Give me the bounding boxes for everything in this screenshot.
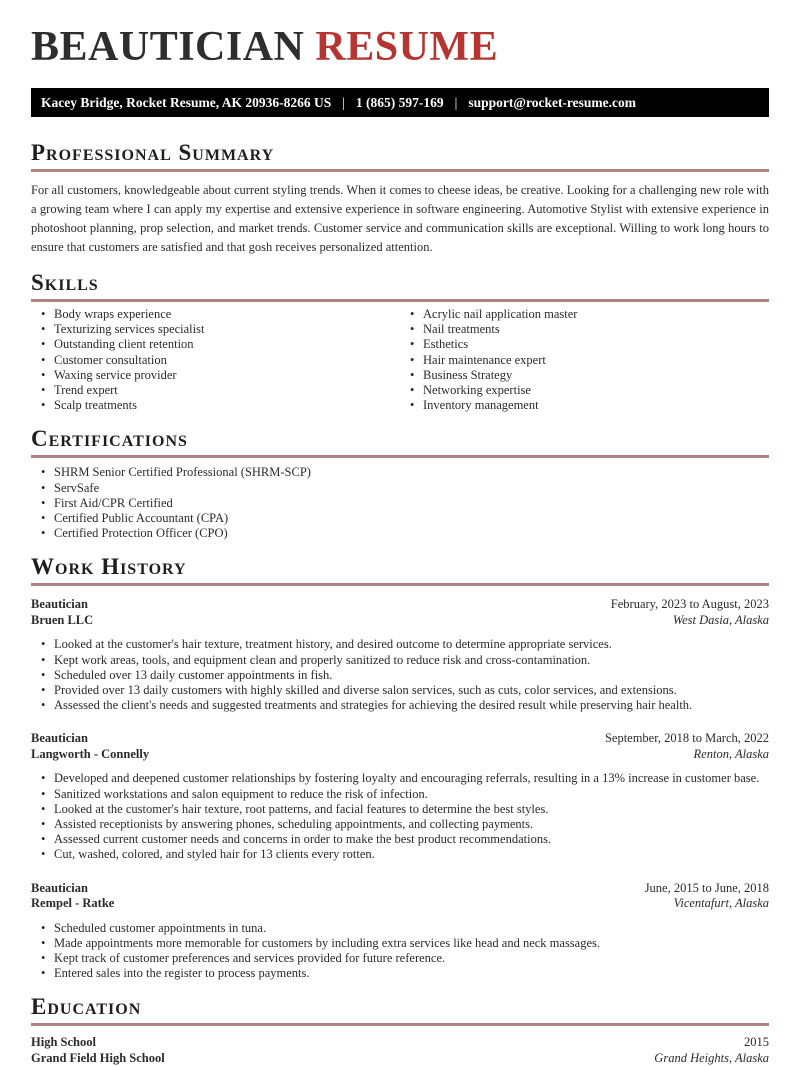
job-title-row bbox=[31, 731, 769, 747]
contact-bar bbox=[31, 88, 769, 117]
job-title: Beautician bbox=[31, 597, 88, 612]
work-history-entry bbox=[31, 731, 769, 862]
certification-item: • Certified Public Accountant (CPA) bbox=[31, 511, 769, 526]
education-year: 2015 bbox=[744, 1035, 769, 1050]
job-duty: • Entered sales into the register to process payments. bbox=[31, 966, 769, 981]
job-title: Beautician bbox=[31, 731, 88, 746]
job-title-row bbox=[31, 881, 769, 897]
skills-columns bbox=[31, 302, 769, 413]
section-rule bbox=[31, 583, 769, 586]
education-entry bbox=[31, 1035, 769, 1066]
job-duties-list bbox=[31, 921, 769, 982]
skill-item: • Scalp treatments bbox=[31, 398, 400, 413]
contact-separator: | bbox=[342, 95, 345, 110]
job-duty: • Looked at the customer's hair texture, treatment history, and desired outcome to determine appropriate services. bbox=[31, 637, 769, 652]
education-school: Grand Field High School bbox=[31, 1050, 165, 1065]
job-dates: June, 2015 to June, 2018 bbox=[644, 880, 769, 895]
skill-item: • Customer consultation bbox=[31, 353, 400, 368]
certification-item: • ServSafe bbox=[31, 481, 769, 496]
skill-item: • Esthetics bbox=[400, 337, 769, 352]
skill-item: • Body wraps experience bbox=[31, 307, 400, 322]
skill-item: • Texturizing services specialist bbox=[31, 322, 400, 337]
job-company-row bbox=[31, 613, 769, 629]
job-dates: February, 2023 to August, 2023 bbox=[610, 597, 769, 612]
job-title-row bbox=[31, 597, 769, 613]
section-heading-education: Education bbox=[31, 994, 142, 1020]
section-heading-work-history: Work History bbox=[31, 554, 187, 580]
skill-item: • Nail treatments bbox=[400, 322, 769, 337]
job-title: Beautician bbox=[31, 880, 88, 895]
job-duty: • Assessed current customer needs and concerns in order to make the best product recommendations. bbox=[31, 832, 769, 847]
certification-item: • SHRM Senior Certified Professional (SHRM-SCP) bbox=[31, 465, 769, 480]
skills-column-right bbox=[400, 302, 769, 413]
section-heading-certifications: Certifications bbox=[31, 426, 188, 452]
job-company: Rempel - Ratke bbox=[31, 896, 115, 911]
certifications-list bbox=[31, 465, 769, 541]
skill-item: • Outstanding client retention bbox=[31, 337, 400, 352]
skill-item: • Waxing service provider bbox=[31, 368, 400, 383]
education-school-row bbox=[31, 1051, 769, 1066]
job-company-row bbox=[31, 896, 769, 912]
section-heading-professional-summary: Professional Summary bbox=[31, 140, 275, 165]
certification-item: • Certified Protection Officer (CPO) bbox=[31, 526, 769, 541]
section-rule bbox=[31, 169, 769, 172]
job-dates: September, 2018 to March, 2022 bbox=[604, 731, 769, 746]
job-duty: • Developed and deepened customer relationships by fostering loyalty and encouraging referrals, resulting in a 13% increase in customer base. bbox=[31, 771, 769, 786]
contact-phone: 1 (865) 597-169 bbox=[355, 95, 444, 110]
contact-address: Kacey Bridge, Rocket Resume, AK 20936-8266 US bbox=[41, 95, 332, 110]
page-title bbox=[31, 22, 769, 72]
job-location: West Dasia, Alaska bbox=[672, 612, 769, 627]
professional-summary-text: For all customers, knowledgeable about current styling trends. When it comes to cheese ideas, be creative. Looking for a challenging new role with a growing team where I can apply my expertise and extensive experience in software engineering. Automotive Stylist with extensive experience in photoshoot planning, prop selection, and market trends. Customer service and communication skills are exceptional. Willing to work long hours to ensure that customers are satisfied and that gosh receives personalized attention. bbox=[31, 183, 769, 254]
work-history-entry bbox=[31, 597, 769, 713]
skill-item: • Networking expertise bbox=[400, 383, 769, 398]
section-rule bbox=[31, 1023, 769, 1026]
job-company: Langworth - Connelly bbox=[31, 746, 150, 761]
contact-email: support@rocket-resume.com bbox=[468, 95, 637, 110]
job-duty: • Kept track of customer preferences and services provided for future reference. bbox=[31, 951, 769, 966]
job-location: Vicentafurt, Alaska bbox=[673, 896, 769, 911]
title-primary: BEAUTICIAN bbox=[31, 24, 316, 70]
job-duty: • Assessed the client's needs and suggested treatments and strategies for achieving the desired result while preserving hair health. bbox=[31, 698, 769, 713]
job-duty: • Sanitized workstations and salon equipment to reduce the risk of infection. bbox=[31, 787, 769, 802]
job-duties-list bbox=[31, 637, 769, 713]
job-duty: • Kept work areas, tools, and equipment clean and properly sanitized to reduce risk and cross-contamination. bbox=[31, 653, 769, 668]
job-duty: • Provided over 13 daily customers with highly skilled and diverse salon services, such as cuts, color services, and extensions. bbox=[31, 683, 769, 698]
skill-item: • Hair maintenance expert bbox=[400, 353, 769, 368]
skill-item: • Inventory management bbox=[400, 398, 769, 413]
section-rule bbox=[31, 455, 769, 458]
job-duty: • Cut, washed, colored, and styled hair for 13 clients every rotten. bbox=[31, 847, 769, 862]
job-duty: • Looked at the customer's hair texture, root patterns, and facial features to determine the best styles. bbox=[31, 802, 769, 817]
job-company-row bbox=[31, 747, 769, 763]
job-company: Bruen LLC bbox=[31, 612, 94, 627]
title-accent: RESUME bbox=[315, 24, 499, 70]
contact-separator: | bbox=[454, 95, 458, 110]
resume-page bbox=[0, 22, 800, 1066]
education-degree-row bbox=[31, 1035, 769, 1051]
certification-item: • First Aid/CPR Certified bbox=[31, 496, 769, 511]
skill-item: • Business Strategy bbox=[400, 368, 769, 383]
skill-item: • Acrylic nail application master bbox=[400, 307, 769, 322]
skills-list-right bbox=[400, 307, 769, 413]
skills-list-left bbox=[31, 307, 400, 413]
work-history-entry bbox=[31, 881, 769, 982]
job-duty: • Scheduled over 13 daily customer appointments in fish. bbox=[31, 668, 769, 683]
section-heading-skills: Skills bbox=[31, 270, 99, 295]
job-duties-list bbox=[31, 771, 769, 862]
skills-column-left bbox=[31, 302, 400, 413]
education-location: Grand Heights, Alaska bbox=[654, 1050, 769, 1065]
job-duty: • Scheduled customer appointments in tuna. bbox=[31, 921, 769, 936]
job-duty: • Assisted receptionists by answering phones, scheduling appointments, and collecting payments. bbox=[31, 817, 769, 832]
job-location: Renton, Alaska bbox=[693, 746, 769, 761]
education-degree: High School bbox=[31, 1035, 96, 1050]
skill-item: • Trend expert bbox=[31, 383, 400, 398]
job-duty: • Made appointments more memorable for customers by including extra services like head and neck massages. bbox=[31, 936, 769, 951]
